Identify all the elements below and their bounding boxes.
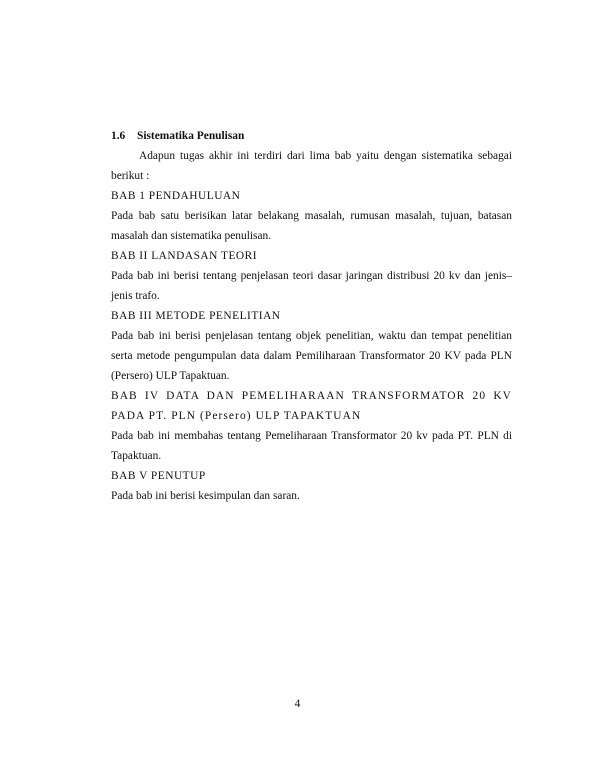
chapter-description-5: Pada bab ini berisi kesimpulan dan saran.: [111, 490, 300, 502]
chapter-description-1: Pada bab satu berisikan latar belakang masalah, rumusan masalah, tujuan, batasan masalah dan sistematika penulisan.: [111, 210, 512, 242]
page-number: 4: [294, 698, 301, 710]
section-number: 1.6: [111, 130, 126, 142]
chapter-title-3: BAB III METODE PENELITIAN: [111, 310, 281, 322]
chapter-description-2: Pada bab ini berisi tentang penjelasan teori dasar jaringan distribusi 20 kv dan jenis–jenis trafo.: [111, 270, 512, 302]
chapter-description-3: Pada bab ini berisi penjelasan tentang objek penelitian, waktu dan tempat penelitian serta metode pengumpulan data dalam Pemiliharaan Transformator 20 KV pada PLN (Persero) ULP Tapaktuan.: [111, 330, 512, 382]
section-content: [111, 126, 512, 506]
chapter-title-5: BAB V PENUTUP: [111, 470, 206, 482]
section-heading: [111, 126, 512, 146]
chapter-title-2: BAB II LANDASAN TEORI: [111, 250, 258, 262]
chapter-description-4: Pada bab ini membahas tentang Pemeliharaan Transformator 20 kv pada PT. PLN di Tapaktuan.: [111, 430, 512, 462]
chapter-title-1: BAB 1 PENDAHULUAN: [111, 190, 241, 202]
section-title: Sistematika Penulisan: [137, 130, 245, 142]
intro-paragraph: Adapun tugas akhir ini terdiri dari lima bab yaitu dengan sistematika sebagai berikut :: [111, 150, 512, 182]
chapter-title-4: BAB IV DATA DAN PEMELIHARAAN TRANSFORMATOR 20 KV PADA PT. PLN (Persero) ULP TAPAKTUAN: [111, 390, 512, 422]
